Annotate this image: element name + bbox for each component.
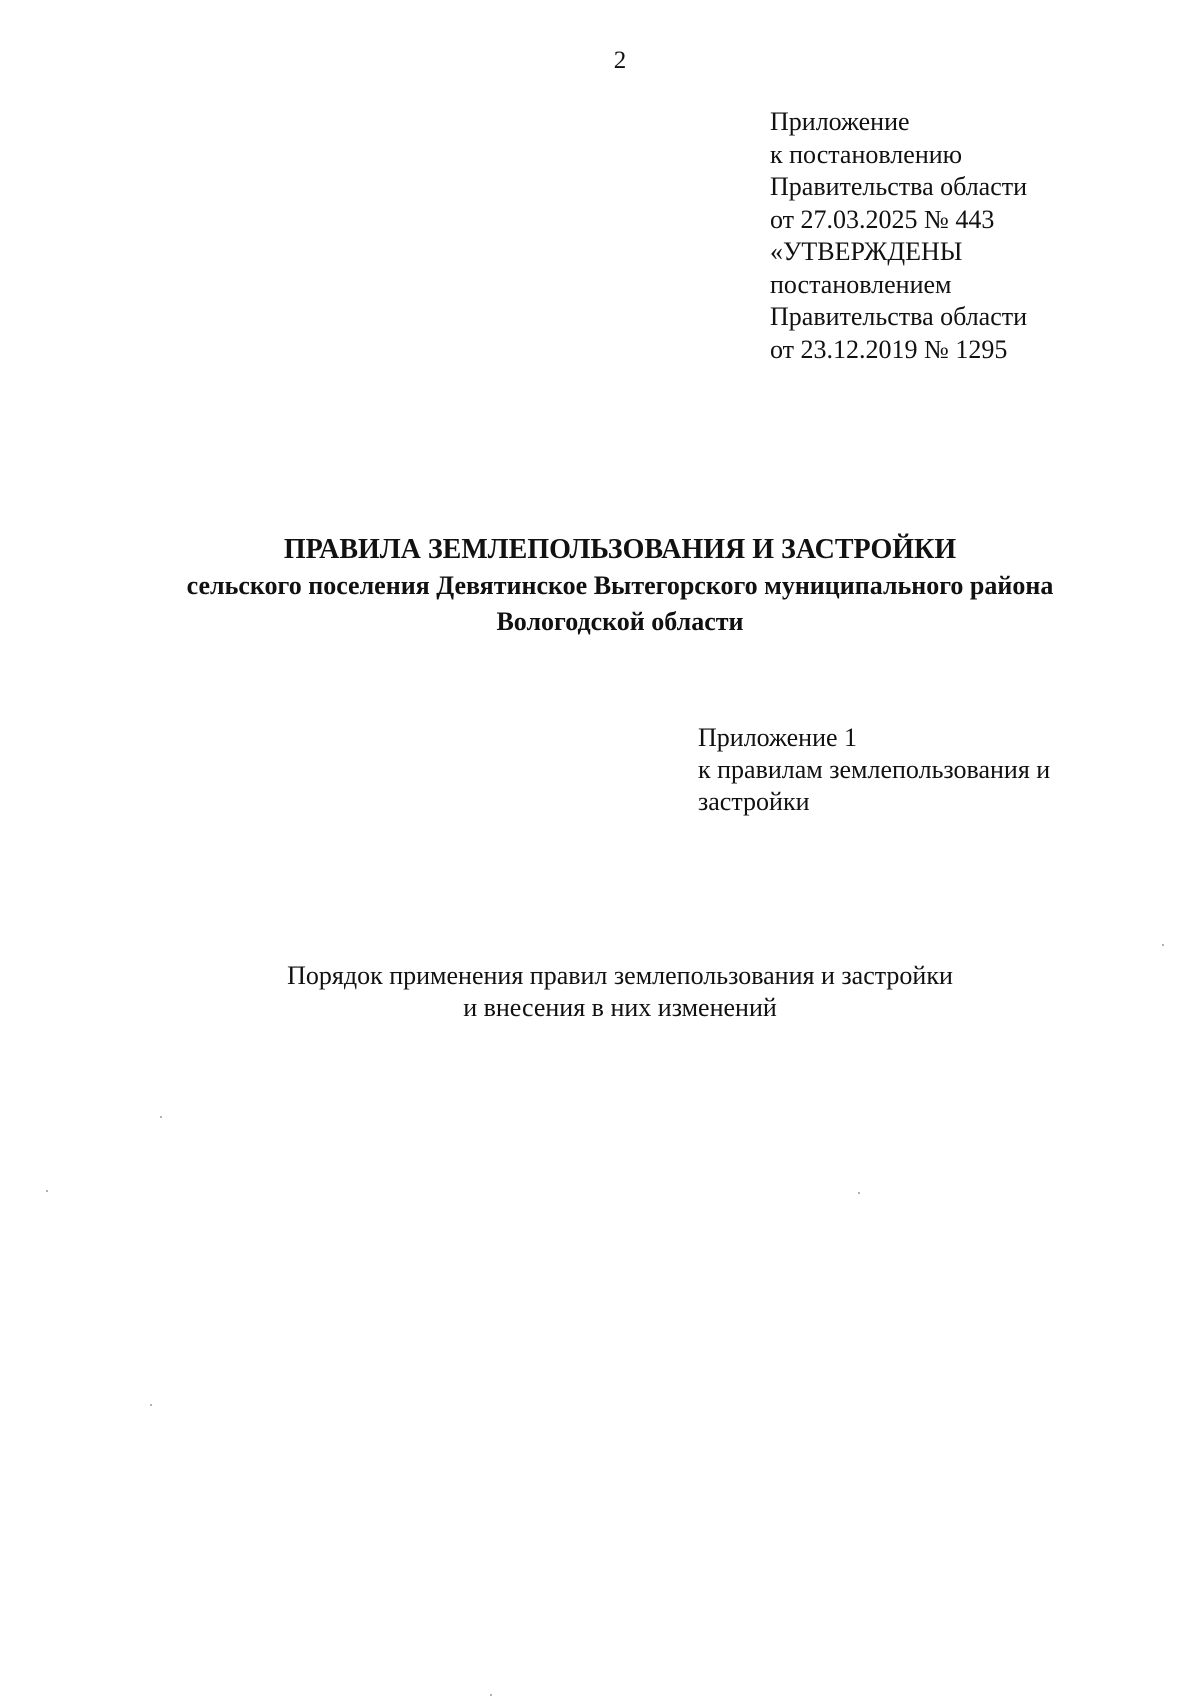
annex-line: застройки [698,787,810,816]
title-main: ПРАВИЛА ЗЕМЛЕПОЛЬЗОВАНИЯ И ЗАСТРОЙКИ [283,534,957,565]
scan-speck [150,1404,152,1406]
section-title [150,960,1090,1024]
approval-line: к постановлению [770,139,963,169]
approval-block [770,106,1170,366]
section-title-line-2: и внесения в них изменений [463,993,777,1022]
scan-speck [160,1116,162,1118]
approval-line: Правительства области [770,302,1028,331]
annex-line: Приложение 1 [698,723,858,752]
scan-speck [490,1694,492,1696]
annex-line: к правилам землепользования и [698,755,1051,784]
approval-line: от 27.03.2025 № 443 [770,204,995,234]
annex-block [698,722,1158,818]
title-subtitle-line-2: Вологодской области [496,607,744,636]
approval-line: Правительства области [770,172,1028,201]
scan-speck [858,1192,860,1194]
approval-line: «УТВЕРЖДЕНЫ [770,237,963,266]
approval-line: постановлением [770,269,952,299]
title-subtitle-line-1: сельского поселения Девятинское Вытегорского муниципального района [186,571,1054,600]
section-title-line-1: Порядок применения правил землепользования и застройки [287,961,953,990]
approval-line: Приложение [770,107,910,136]
scan-speck [1162,944,1164,946]
document-title [100,532,1140,640]
scan-speck [46,1190,48,1192]
approval-line: от 23.12.2019 № 1295 [770,334,1008,364]
page-number: 2 [613,47,627,74]
